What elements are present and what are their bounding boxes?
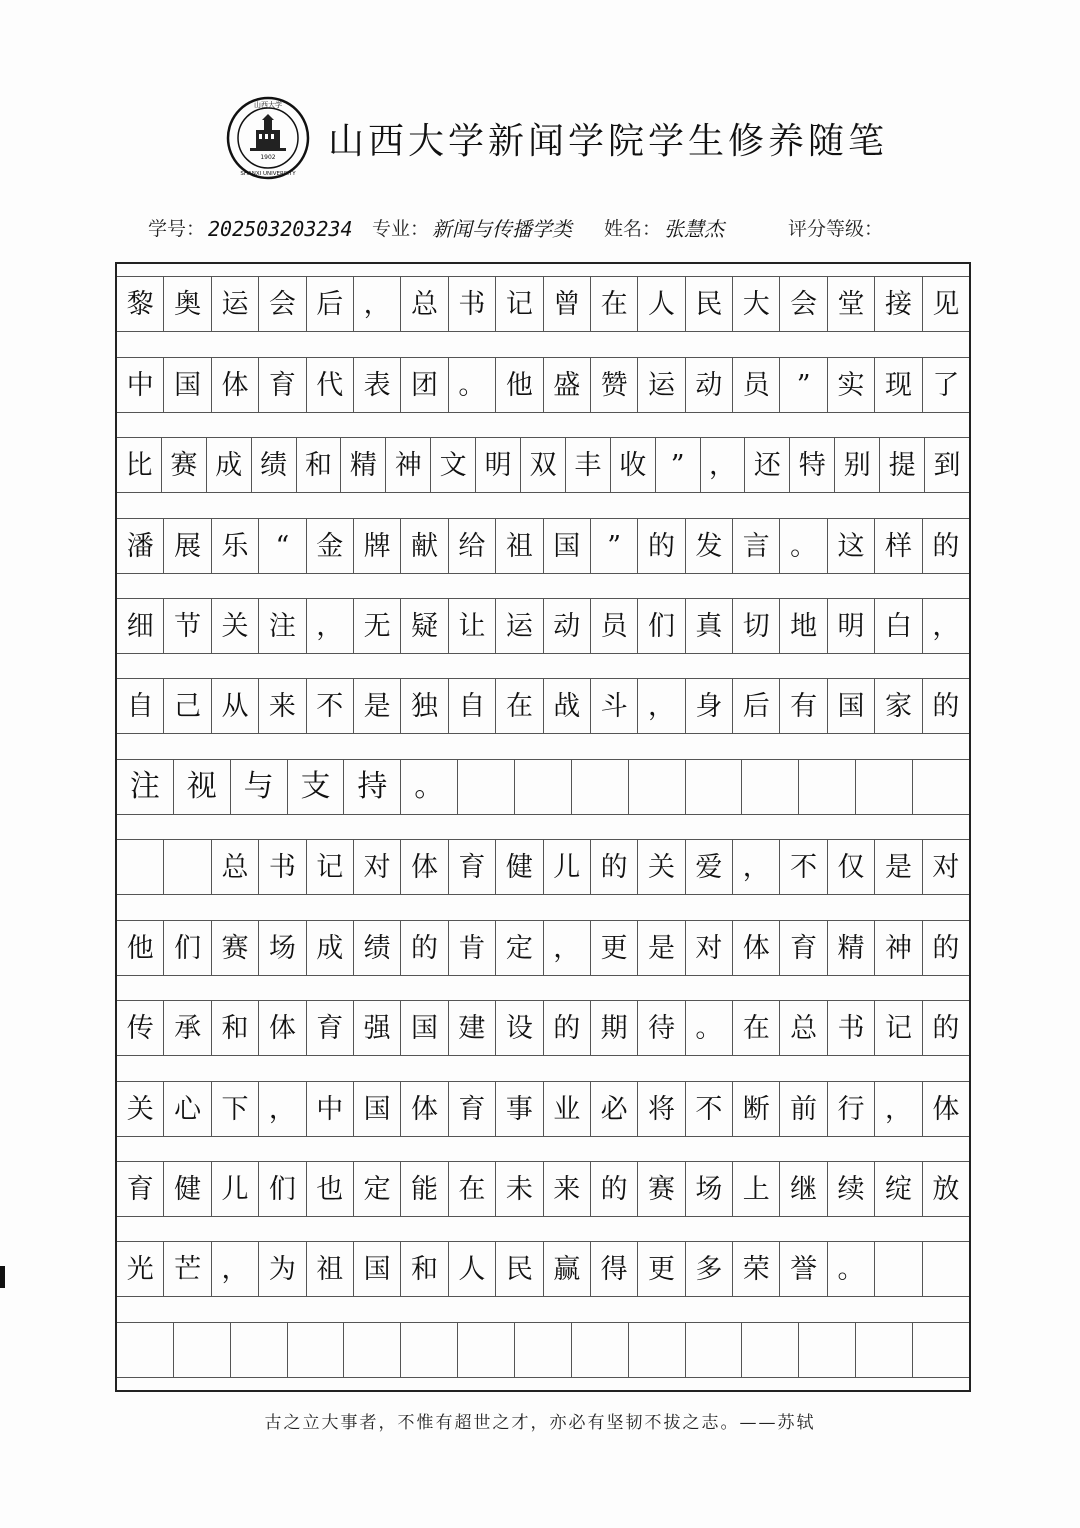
grid-cell: 国 bbox=[544, 519, 591, 573]
grid-cell: 他 bbox=[117, 921, 164, 975]
grid-cell: 儿 bbox=[544, 840, 591, 894]
grid-cell: 是 bbox=[638, 921, 685, 975]
grid-cell: 光 bbox=[117, 1242, 164, 1296]
student-id-label: 学号： bbox=[148, 218, 206, 240]
grid-cell: 地 bbox=[780, 599, 827, 653]
grid-cell: 文 bbox=[431, 438, 476, 492]
grid-cell: 给 bbox=[449, 519, 496, 573]
grid-cell: 定 bbox=[496, 921, 543, 975]
grid-cell bbox=[799, 760, 856, 814]
grid-cell: 和 bbox=[297, 438, 342, 492]
grid-cell: 大 bbox=[733, 277, 780, 331]
grid-cell: 民 bbox=[686, 277, 733, 331]
grid-cell: 。 bbox=[828, 1242, 875, 1296]
grid-cell: 表 bbox=[354, 358, 401, 412]
grid-cell: 场 bbox=[686, 1162, 733, 1216]
grid-cell bbox=[288, 1323, 345, 1377]
grid-cell: 别 bbox=[835, 438, 880, 492]
grid-cell: ， bbox=[544, 921, 591, 975]
grid-cell: 前 bbox=[780, 1082, 827, 1136]
grid-row bbox=[117, 1322, 969, 1378]
grid-cell: 将 bbox=[638, 1082, 685, 1136]
grid-cell: 赛 bbox=[212, 921, 259, 975]
grid-cell: 强 bbox=[354, 1001, 401, 1055]
grid-cell: 从 bbox=[212, 679, 259, 733]
grid-cell: 书 bbox=[449, 277, 496, 331]
grid-cell: 定 bbox=[354, 1162, 401, 1216]
grid-cell: 事 bbox=[496, 1082, 543, 1136]
grid-cell: 动 bbox=[544, 599, 591, 653]
grid-cell: 盛 bbox=[544, 358, 591, 412]
grid-cell: 战 bbox=[544, 679, 591, 733]
grid-cell: 更 bbox=[591, 921, 638, 975]
grid-cell: 儿 bbox=[212, 1162, 259, 1216]
student-info bbox=[148, 214, 968, 248]
grid-cell: 续 bbox=[828, 1162, 875, 1216]
grid-cell: 白 bbox=[875, 599, 922, 653]
grid-cell: 节 bbox=[164, 599, 211, 653]
grid-cell: 在 bbox=[591, 277, 638, 331]
grid-cell: 与 bbox=[231, 760, 288, 814]
grid-cell: 无 bbox=[354, 599, 401, 653]
grid-cell: 运 bbox=[212, 277, 259, 331]
grid-row bbox=[117, 1081, 969, 1137]
grid-cell: 样 bbox=[875, 519, 922, 573]
grid-cell: 真 bbox=[686, 599, 733, 653]
grid-row bbox=[117, 1000, 969, 1056]
grid-cell: 国 bbox=[354, 1242, 401, 1296]
grid-cell: 下 bbox=[212, 1082, 259, 1136]
grid-cell: 体 bbox=[401, 840, 448, 894]
grid-cell bbox=[344, 1323, 401, 1377]
grid-cell: 让 bbox=[449, 599, 496, 653]
grid-cell: 祖 bbox=[496, 519, 543, 573]
grid-cell bbox=[231, 1323, 288, 1377]
grid-row bbox=[117, 1161, 969, 1217]
grid-cell: 中 bbox=[117, 358, 164, 412]
grid-cell: 关 bbox=[212, 599, 259, 653]
grid-cell: 团 bbox=[401, 358, 448, 412]
grid-cell: 丰 bbox=[566, 438, 611, 492]
grid-cell: 到 bbox=[933, 449, 961, 481]
grid-cell: 还 bbox=[745, 438, 790, 492]
grid-cell: 行 bbox=[828, 1082, 875, 1136]
grid-cell: 特 bbox=[790, 438, 835, 492]
grid-cell: 曾 bbox=[544, 277, 591, 331]
grid-cell: 后 bbox=[733, 679, 780, 733]
grid-cell: 肯 bbox=[449, 921, 496, 975]
grid-cell: 斗 bbox=[591, 679, 638, 733]
grid-cell: 绩 bbox=[252, 438, 297, 492]
grid-cell: 实 bbox=[828, 358, 875, 412]
grid-cell: 关 bbox=[638, 840, 685, 894]
grid-cell: 和 bbox=[401, 1242, 448, 1296]
grid-cell: 堂 bbox=[828, 277, 875, 331]
grid-cell: 场 bbox=[259, 921, 306, 975]
grid-cell: 心 bbox=[164, 1082, 211, 1136]
grid-cell: 体 bbox=[733, 921, 780, 975]
grid-cell: 的 bbox=[932, 932, 960, 964]
grid-cell: 书 bbox=[259, 840, 306, 894]
grid-cell: 祖 bbox=[307, 1242, 354, 1296]
grid-row bbox=[117, 437, 969, 493]
grid-cell: 绽 bbox=[875, 1162, 922, 1216]
grid-cell: 体 bbox=[259, 1001, 306, 1055]
grid-cell bbox=[117, 1323, 174, 1377]
grid-cell: 会 bbox=[259, 277, 306, 331]
grid-cell: ” bbox=[656, 438, 701, 492]
grid-cell: 展 bbox=[164, 519, 211, 573]
grid-cell: 提 bbox=[880, 438, 925, 492]
grid-cell: 待 bbox=[638, 1001, 685, 1055]
grid-cell bbox=[913, 760, 969, 814]
grid-cell: 他 bbox=[496, 358, 543, 412]
grid-cell: 传 bbox=[117, 1001, 164, 1055]
grid-cell: 承 bbox=[164, 1001, 211, 1055]
grid-cell: 双 bbox=[521, 438, 566, 492]
grade-label: 评分等级： bbox=[788, 218, 884, 240]
grid-cell: 和 bbox=[212, 1001, 259, 1055]
grid-cell: 期 bbox=[591, 1001, 638, 1055]
grid-cell: 持 bbox=[344, 760, 401, 814]
grid-cell: 育 bbox=[449, 840, 496, 894]
grid-cell: 爱 bbox=[686, 840, 733, 894]
grid-cell bbox=[515, 1323, 572, 1377]
grid-cell: 在 bbox=[496, 679, 543, 733]
grid-cell: 未 bbox=[496, 1162, 543, 1216]
grid-cell: ， bbox=[701, 438, 746, 492]
name-value: 张慧杰 bbox=[664, 217, 724, 241]
grid-cell: 赛 bbox=[638, 1162, 685, 1216]
grid-cell: 成 bbox=[307, 921, 354, 975]
grid-cell: 后 bbox=[307, 277, 354, 331]
footer-quote: 古之立大事者，不惟有超世之才，亦必有坚韧不拔之志。——苏轼 bbox=[264, 1413, 816, 1433]
grid-cell: 细 bbox=[117, 599, 164, 653]
edge-mark bbox=[0, 1266, 5, 1288]
grid-cell: 己 bbox=[164, 679, 211, 733]
grid-cell: 运 bbox=[496, 599, 543, 653]
grid-cell: 业 bbox=[544, 1082, 591, 1136]
grid-cell bbox=[515, 760, 572, 814]
grid-cell: 人 bbox=[638, 277, 685, 331]
grid-cell: 员 bbox=[733, 358, 780, 412]
grid-cell: 赛 bbox=[162, 438, 207, 492]
grid-cell: 现 bbox=[875, 358, 922, 412]
grid-cell bbox=[875, 1242, 922, 1296]
grid-row bbox=[117, 1241, 969, 1297]
grid-cell: 对 bbox=[354, 840, 401, 894]
grid-cell bbox=[572, 1323, 629, 1377]
grid-cell bbox=[856, 760, 913, 814]
grid-cell: 有 bbox=[780, 679, 827, 733]
grid-cell: 是 bbox=[354, 679, 401, 733]
grid-cell: 代 bbox=[307, 358, 354, 412]
grid-cell: ” bbox=[780, 358, 827, 412]
grid-cell: 是 bbox=[875, 840, 922, 894]
grid-cell: 记 bbox=[875, 1001, 922, 1055]
grid-cell: 注 bbox=[259, 599, 306, 653]
grid-row bbox=[117, 598, 969, 654]
grid-cell: 为 bbox=[259, 1242, 306, 1296]
grid-cell: ， bbox=[638, 679, 685, 733]
grid-cell: 对 bbox=[932, 851, 960, 883]
grid-cell: 更 bbox=[638, 1242, 685, 1296]
grid-cell bbox=[923, 1242, 969, 1296]
grid-row bbox=[117, 759, 969, 815]
grid-cell: 国 bbox=[164, 358, 211, 412]
grid-cell: 继 bbox=[780, 1162, 827, 1216]
grid-cell: 这 bbox=[828, 519, 875, 573]
grid-cell: 也 bbox=[307, 1162, 354, 1216]
grid-cell: 疑 bbox=[401, 599, 448, 653]
grid-cell: 育 bbox=[117, 1162, 164, 1216]
grid-cell bbox=[117, 840, 164, 894]
grid-cell: 接 bbox=[875, 277, 922, 331]
grid-cell bbox=[458, 760, 515, 814]
seal-text-top: 山西大学 bbox=[254, 101, 282, 109]
grid-cell: ， bbox=[875, 1082, 922, 1136]
grid-cell: 。 bbox=[401, 760, 458, 814]
grid-cell: 明 bbox=[476, 438, 521, 492]
grid-cell: 断 bbox=[733, 1082, 780, 1136]
grid-row bbox=[117, 276, 969, 332]
grid-cell bbox=[742, 1323, 799, 1377]
writing-grid bbox=[115, 262, 971, 1392]
grid-cell: 体 bbox=[401, 1082, 448, 1136]
grid-row bbox=[117, 839, 969, 895]
grid-cell: 育 bbox=[449, 1082, 496, 1136]
grid-cell: 赞 bbox=[591, 358, 638, 412]
university-seal-icon bbox=[226, 96, 310, 180]
grid-cell: 健 bbox=[164, 1162, 211, 1216]
grid-cell: 对 bbox=[686, 921, 733, 975]
grid-cell bbox=[164, 840, 211, 894]
grid-cell: 育 bbox=[259, 358, 306, 412]
grid-cell: 国 bbox=[828, 679, 875, 733]
grid-cell: 赢 bbox=[544, 1242, 591, 1296]
grid-cell: 设 bbox=[496, 1001, 543, 1055]
grid-cell: 发 bbox=[686, 519, 733, 573]
grid-cell: 中 bbox=[307, 1082, 354, 1136]
grid-cell: 的 bbox=[591, 1162, 638, 1216]
grid-cell: 不 bbox=[307, 679, 354, 733]
grid-cell: 支 bbox=[288, 760, 345, 814]
grid-cell: 明 bbox=[828, 599, 875, 653]
grid-cell: “ bbox=[259, 519, 306, 573]
grid-cell: 成 bbox=[207, 438, 252, 492]
student-id-value: 202503203234 bbox=[208, 217, 353, 241]
grid-cell: 自 bbox=[117, 679, 164, 733]
grid-cell: 了 bbox=[932, 369, 960, 401]
grid-cell: 自 bbox=[449, 679, 496, 733]
grid-cell: 的 bbox=[401, 921, 448, 975]
grid-cell: 的 bbox=[591, 840, 638, 894]
grid-cell: ， bbox=[212, 1242, 259, 1296]
grid-cell bbox=[174, 1323, 231, 1377]
grid-cell: 人 bbox=[449, 1242, 496, 1296]
grid-cell: 的 bbox=[638, 519, 685, 573]
grid-cell: 的 bbox=[544, 1001, 591, 1055]
grid-cell: 体 bbox=[932, 1093, 960, 1125]
grid-cell: 育 bbox=[780, 921, 827, 975]
grid-cell bbox=[686, 760, 743, 814]
grid-cell: 视 bbox=[174, 760, 231, 814]
grid-cell bbox=[686, 1323, 743, 1377]
grid-cell: 。 bbox=[780, 519, 827, 573]
grid-row bbox=[117, 678, 969, 734]
grid-cell: 体 bbox=[212, 358, 259, 412]
major-label: 专业： bbox=[372, 218, 430, 240]
grid-cell bbox=[458, 1323, 515, 1377]
grid-cell: 神 bbox=[386, 438, 431, 492]
grid-row bbox=[117, 357, 969, 413]
grid-cell: 员 bbox=[591, 599, 638, 653]
grid-cell: 记 bbox=[496, 277, 543, 331]
grid-cell: 潘 bbox=[117, 519, 164, 573]
grid-cell: 总 bbox=[212, 840, 259, 894]
grid-cell bbox=[742, 760, 799, 814]
major-value: 新闻与传播学类 bbox=[432, 217, 572, 241]
grid-cell: 言 bbox=[733, 519, 780, 573]
seal-text-bottom: SHANXI UNIVERSITY bbox=[240, 171, 296, 177]
grid-cell: 不 bbox=[780, 840, 827, 894]
grid-cell: ， bbox=[932, 610, 960, 642]
grid-cell: 金 bbox=[307, 519, 354, 573]
grid-cell: 注 bbox=[117, 760, 174, 814]
grid-cell: 收 bbox=[611, 438, 656, 492]
grid-cell: 得 bbox=[591, 1242, 638, 1296]
grid-cell: ， bbox=[354, 277, 401, 331]
grid-cell: 芒 bbox=[164, 1242, 211, 1296]
grid-cell: 独 bbox=[401, 679, 448, 733]
grid-cell: 总 bbox=[401, 277, 448, 331]
grid-cell: 建 bbox=[449, 1001, 496, 1055]
grid-cell: 精 bbox=[828, 921, 875, 975]
grid-cell: ， bbox=[307, 599, 354, 653]
grid-cell: 仅 bbox=[828, 840, 875, 894]
grid-cell: 见 bbox=[932, 288, 960, 320]
grid-cell: ， bbox=[259, 1082, 306, 1136]
grid-cell bbox=[401, 1323, 458, 1377]
grid-cell: 。 bbox=[449, 358, 496, 412]
grid-cell: 能 bbox=[401, 1162, 448, 1216]
page-title: 山西大学新闻学院学生修养随笔 bbox=[328, 120, 889, 162]
grid-cell: 民 bbox=[496, 1242, 543, 1296]
grid-row bbox=[117, 920, 969, 976]
grid-cell: 。 bbox=[686, 1001, 733, 1055]
grid-cell: 国 bbox=[401, 1001, 448, 1055]
grid-cell: 们 bbox=[259, 1162, 306, 1216]
grid-cell: 动 bbox=[686, 358, 733, 412]
grid-cell: 记 bbox=[307, 840, 354, 894]
grid-cell: 家 bbox=[875, 679, 922, 733]
grid-cell: 的 bbox=[932, 530, 960, 562]
grid-cell: 在 bbox=[449, 1162, 496, 1216]
grid-cell: 书 bbox=[828, 1001, 875, 1055]
page-header bbox=[226, 96, 888, 180]
grid-cell: 乐 bbox=[212, 519, 259, 573]
grid-cell: 们 bbox=[638, 599, 685, 653]
grid-cell: 的 bbox=[932, 690, 960, 722]
grid-cell: 在 bbox=[733, 1001, 780, 1055]
grid-cell: 来 bbox=[544, 1162, 591, 1216]
grid-cell: 誉 bbox=[780, 1242, 827, 1296]
grid-cell bbox=[856, 1323, 913, 1377]
grid-cell: 献 bbox=[401, 519, 448, 573]
grid-cell: 切 bbox=[733, 599, 780, 653]
name-label: 姓名： bbox=[604, 218, 662, 240]
grid-cell: 运 bbox=[638, 358, 685, 412]
grid-row bbox=[117, 518, 969, 574]
grid-cell: 多 bbox=[686, 1242, 733, 1296]
grid-cell: 不 bbox=[686, 1082, 733, 1136]
grid-cell: 的 bbox=[932, 1012, 960, 1044]
grid-cell: 奥 bbox=[164, 277, 211, 331]
grid-cell: 来 bbox=[259, 679, 306, 733]
grid-cell: 育 bbox=[307, 1001, 354, 1055]
grid-cell: 国 bbox=[354, 1082, 401, 1136]
grid-cell: 们 bbox=[164, 921, 211, 975]
grid-cell: 总 bbox=[780, 1001, 827, 1055]
seal-year: 1902 bbox=[260, 154, 276, 161]
grid-cell: 比 bbox=[117, 438, 162, 492]
grid-cell: 精 bbox=[341, 438, 386, 492]
grid-cell bbox=[629, 1323, 686, 1377]
grid-cell: 上 bbox=[733, 1162, 780, 1216]
grid-cell bbox=[572, 760, 629, 814]
grid-cell: ” bbox=[591, 519, 638, 573]
grid-cell: 放 bbox=[932, 1173, 960, 1205]
grid-cell: 神 bbox=[875, 921, 922, 975]
grid-cell bbox=[799, 1323, 856, 1377]
grid-cell: 荣 bbox=[733, 1242, 780, 1296]
grid-cell: 绩 bbox=[354, 921, 401, 975]
grid-cell: 健 bbox=[496, 840, 543, 894]
grid-cell: 必 bbox=[591, 1082, 638, 1136]
grid-cell: 会 bbox=[780, 277, 827, 331]
grid-cell: 关 bbox=[117, 1082, 164, 1136]
grid-cell: 身 bbox=[686, 679, 733, 733]
grid-cell bbox=[629, 760, 686, 814]
grid-cell bbox=[913, 1323, 969, 1377]
grid-cell: ， bbox=[733, 840, 780, 894]
grid-cell: 黎 bbox=[117, 277, 164, 331]
grid-cell: 牌 bbox=[354, 519, 401, 573]
